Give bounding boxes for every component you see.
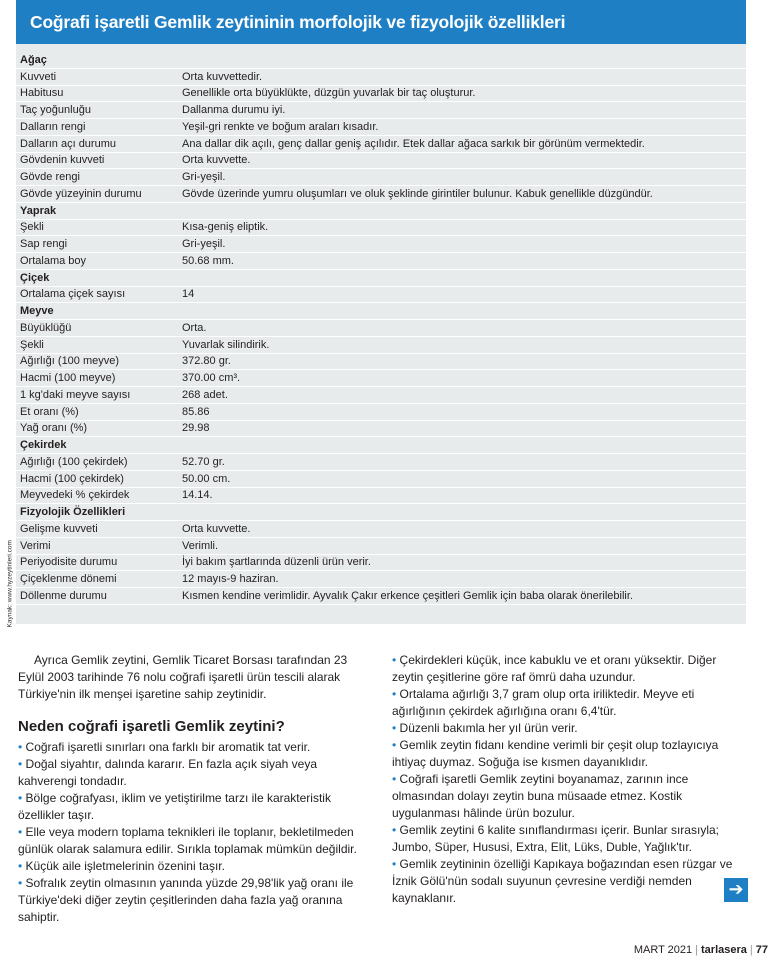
table-row <box>16 337 746 354</box>
property-name: Sap rengi <box>20 238 68 251</box>
section-label: Yaprak <box>20 204 57 217</box>
bullet-marker: • <box>18 859 23 873</box>
bullet-text: Sofralık zeytin olmasının yanında yüzde 29,98'lik yağ oranı ile Türkiye'deki diğer zeytin çeşitlerinden daha fazla yağ oranına sahiptir. <box>18 876 354 924</box>
right-arrow-icon[interactable]: ➔ <box>724 878 748 902</box>
bullet-item <box>18 824 370 858</box>
table-section-row <box>16 303 746 320</box>
table-row <box>16 538 746 555</box>
bullet-text: Bölge coğrafyası, iklim ve yetiştirilme tarzı ile karakteristik özellikler taşır. <box>18 791 331 822</box>
property-name: Hacmi (100 çekirdek) <box>20 472 124 485</box>
bullet-marker: • <box>18 825 23 839</box>
footer-date: MART 2021 <box>633 944 693 956</box>
property-value: 50.00 cm. <box>182 472 231 485</box>
property-value: 29.98 <box>182 422 210 435</box>
bullet-text: Coğrafi işaretli Gemlik zeytini boyanamaz, zarının ince olmasından dolayı zeytin buna müsaade etmez. Kostik uygulanması hâlinde ürün bozulur. <box>392 772 689 820</box>
property-value: 50.68 mm. <box>182 254 234 267</box>
property-value: 52.70 gr. <box>182 455 225 468</box>
property-name: Çiçeklenme dönemi <box>20 573 117 586</box>
table-section-row <box>16 52 746 69</box>
property-name: Verimi <box>20 539 51 552</box>
table-section-row <box>16 203 746 220</box>
bullet-item <box>392 822 750 856</box>
property-value: 370.00 cm³. <box>182 372 241 385</box>
bullet-marker: • <box>18 757 23 771</box>
section-label: Meyve <box>20 305 54 318</box>
table-row <box>16 253 746 270</box>
bullet-text: Ortalama ağırlığı 3,7 gram olup orta iriliktedir. Meyve eti ağırlığının çekirdek ağırlığına oranı 6,4'tür. <box>392 687 695 718</box>
bullet-item <box>392 771 750 822</box>
property-name: Gövdenin kuvveti <box>20 154 105 167</box>
source-caption <box>4 530 14 630</box>
property-name: Büyüklüğü <box>20 321 72 334</box>
bullet-item <box>18 790 370 824</box>
bullet-marker: • <box>392 823 397 837</box>
bullet-item <box>18 858 370 875</box>
table-row <box>16 186 746 203</box>
bullet-marker: • <box>392 738 397 752</box>
footer-brand: tarlasera <box>701 944 747 956</box>
bullet-text: Coğrafi işaretli sınırları ona farklı bir aromatik tat verir. <box>25 740 311 754</box>
property-value: Gövde üzerinde yumru oluşumları ve oluk şeklinde girintiler bulunur. Kabuk genellikle düzgündür. <box>182 187 653 200</box>
bullet-item <box>392 686 750 720</box>
bullet-item <box>392 856 750 907</box>
property-value: Genellikle orta büyüklükte, düzgün yuvarlak bir taç oluşturur. <box>182 87 476 100</box>
table-row <box>16 387 746 404</box>
bullet-marker: • <box>18 876 23 890</box>
property-name: Habitusu <box>20 87 64 100</box>
table-section-row <box>16 504 746 521</box>
table-row <box>16 454 746 471</box>
bullet-text: Düzenli bakımla her yıl ürün verir. <box>399 721 578 735</box>
property-value: Orta kuvvette. <box>182 154 251 167</box>
property-value: Verimli. <box>182 539 219 552</box>
source-text: Kaynak: www.hyzeytinleri.com <box>6 540 14 628</box>
property-name: Meyvedeki % çekirdek <box>20 489 130 502</box>
bullet-marker: • <box>392 857 397 871</box>
bullet-text: Gemlik zeytin fidanı kendine verimli bir çeşit olup tozlayıcıya ihtiyaç duymaz. Soğuğa ise kısmen dayanıklıdır. <box>392 738 719 769</box>
property-value: 14.14. <box>182 489 213 502</box>
property-name: Yağ oranı (%) <box>20 422 88 435</box>
intro-paragraph: Ayrıca Gemlik zeytini, Gemlik Ticaret Borsası tarafından 23 Eylül 2003 tarihinde 76 nolu coğrafi işaretli ürün tescili alarak Türkiye'nin ilk menşei işaretine sahip zeytinidir. <box>18 653 348 701</box>
table-row <box>16 555 746 572</box>
table-row <box>16 320 746 337</box>
table-row <box>16 220 746 237</box>
table-row <box>16 169 746 186</box>
left-column <box>18 652 370 926</box>
property-name: Et oranı (%) <box>20 405 79 418</box>
property-name: Taç yoğunluğu <box>20 104 91 117</box>
bullet-marker: • <box>18 740 23 754</box>
property-value: 12 mayıs-9 haziran. <box>182 573 279 586</box>
property-value: Orta kuvvette. <box>182 522 251 535</box>
bullet-marker: • <box>392 687 397 701</box>
section-label: Ağaç <box>20 53 47 66</box>
bullet-text: Gemlik zeytini 6 kalite sınıflandırması içerir. Bunlar sırasıyla; Jumbo, Süper, Hususi, Extra, Elit, Lüks, Duble, Yağlık'tır. <box>392 823 719 854</box>
property-value: Gri-yeşil. <box>182 238 226 251</box>
property-value: 372.80 gr. <box>182 355 231 368</box>
property-value: Orta. <box>182 321 207 334</box>
bullet-marker: • <box>18 791 23 805</box>
property-value: Orta kuvvettedir. <box>182 70 263 83</box>
bullet-text: Küçük aile işletmelerinin özenini taşır. <box>25 859 225 873</box>
property-name: Şekli <box>20 338 44 351</box>
bullet-item <box>18 739 370 756</box>
table-row <box>16 86 746 103</box>
property-name: Dalların açı durumu <box>20 137 116 150</box>
bullet-item <box>392 737 750 771</box>
bullet-item <box>392 652 750 686</box>
property-name: Hacmi (100 meyve) <box>20 372 116 385</box>
property-name: Gövde rengi <box>20 171 80 184</box>
page-title: Coğrafi işaretli Gemlik zeytininin morfolojik ve fizyolojik özellikleri <box>16 0 746 44</box>
property-name: Ortalama boy <box>20 254 87 267</box>
property-value: Yeşil-gri renkte ve boğum araları kısadır. <box>182 120 379 133</box>
property-name: Periyodisite durumu <box>20 556 118 569</box>
properties-table <box>16 44 746 624</box>
table-row <box>16 370 746 387</box>
property-value: Kısa-geniş eliptik. <box>182 221 269 234</box>
property-name: Gövde yüzeyinin durumu <box>20 187 142 200</box>
property-name: 1 kg'daki meyve sayısı <box>20 388 131 401</box>
table-row <box>16 69 746 86</box>
bullet-marker: • <box>392 721 397 735</box>
right-column <box>392 652 750 907</box>
bullet-text: Elle veya modern toplama teknikleri ile toplanır, bekletilmeden günlük olarak salamura edilir. Sırıkla toplamak mümkün değildir. <box>18 825 357 856</box>
property-value: 268 adet. <box>182 388 228 401</box>
property-name: Kuvveti <box>20 70 57 83</box>
property-value: Dallanma durumu iyi. <box>182 104 286 117</box>
property-value: Yuvarlak silindirik. <box>182 338 270 351</box>
property-name: Ağırlığı (100 çekirdek) <box>20 455 128 468</box>
property-name: Dalların rengi <box>20 120 86 133</box>
table-row <box>16 102 746 119</box>
table-row <box>16 136 746 153</box>
property-name: Şekli <box>20 221 44 234</box>
table-row <box>16 471 746 488</box>
table-row <box>16 287 746 304</box>
property-name: Döllenme durumu <box>20 589 107 602</box>
table-row <box>16 421 746 438</box>
table-row <box>16 488 746 505</box>
property-value: Kısmen kendine verimlidir. Ayvalık Çakır erkence çeşitleri Gemlik için baba olarak önerilebilir. <box>182 589 633 602</box>
table-section-row <box>16 437 746 454</box>
table-row <box>16 119 746 136</box>
bullet-text: Doğal siyahtır, dalında kararır. En fazla açık siyah veya kahverengi tondadır. <box>18 757 318 788</box>
bullet-text: Gemlik zeytininin özelliği Kapıkaya boğazından esen rüzgar ve İznik Gölü'nün sodalı suyunun çevresine verdiği nemden kaynaklanır. <box>392 857 733 905</box>
bullet-item <box>392 720 750 737</box>
bullet-item <box>18 756 370 790</box>
bullet-list-right <box>392 652 750 907</box>
table-row <box>16 588 746 605</box>
property-value: 14 <box>182 288 195 301</box>
property-value: İyi bakım şartlarında düzenli ürün verir. <box>182 556 371 569</box>
bullet-item <box>18 875 370 926</box>
property-value: Ana dallar dik açılı, genç dallar geniş açılıdır. Etek dallar ağaca sarkık bir görünüm vermektedir. <box>182 137 645 150</box>
page-footer: MART 2021 | tarlasera | 77 <box>633 944 768 956</box>
table-row <box>16 404 746 421</box>
section-label: Fizyolojik Özellikleri <box>20 506 126 519</box>
property-name: Gelişme kuvveti <box>20 522 98 535</box>
section-heading: Neden coğrafi işaretli Gemlik zeytini? <box>18 718 285 735</box>
page-number: 77 <box>755 944 768 956</box>
bullet-marker: • <box>392 653 397 667</box>
table-row <box>16 571 746 588</box>
property-value: 85.86 <box>182 405 210 418</box>
section-label: Çiçek <box>20 271 50 284</box>
bullet-list-left <box>18 739 370 926</box>
table-body <box>16 52 746 605</box>
section-label: Çekirdek <box>20 439 67 452</box>
property-value: Gri-yeşil. <box>182 171 226 184</box>
table-row <box>16 354 746 371</box>
bullet-text: Çekirdekleri küçük, ince kabuklu ve et oranı yüksektir. Diğer zeytin çeşitlerine göre raf ömrü daha uzundur. <box>392 653 717 684</box>
table-section-row <box>16 270 746 287</box>
table-row <box>16 521 746 538</box>
property-name: Ortalama çiçek sayısı <box>20 288 126 301</box>
bullet-marker: • <box>392 772 397 786</box>
property-name: Ağırlığı (100 meyve) <box>20 355 120 368</box>
table-row <box>16 236 746 253</box>
table-row <box>16 153 746 170</box>
